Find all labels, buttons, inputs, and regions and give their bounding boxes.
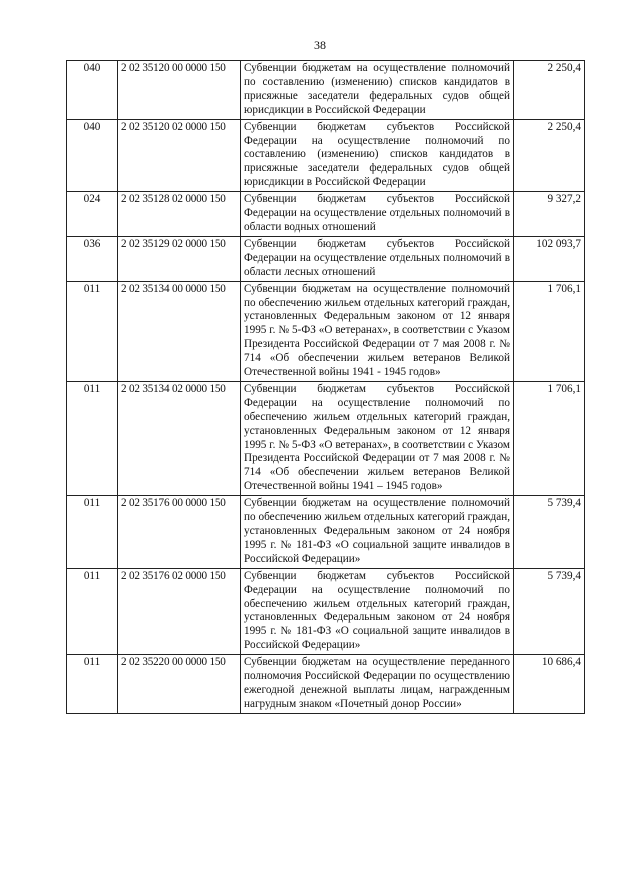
description-cell: Субвенции бюджетам субъектов Российской Федерации на осуществление отдельных полномочий в области водных отношений xyxy=(241,192,514,237)
amount-cell: 10 686,4 xyxy=(514,655,585,714)
admin-code-cell: 011 xyxy=(67,568,118,654)
amount-cell: 2 250,4 xyxy=(514,61,585,120)
table-row xyxy=(67,281,585,381)
admin-code-cell: 024 xyxy=(67,192,118,237)
amount-cell: 2 250,4 xyxy=(514,119,585,192)
description-cell: Субвенции бюджетам субъектов Российской Федерации на осуществление полномочий по обеспечению жильем отдельных категорий граждан, установленных Федеральным законом от 12 января 1995 г. № 5-ФЗ «О ветеранах», в соответствии с Указом Президента Российской Федерации от 7 мая 2008 г. № 714 «Об обеспечении жильем ветеранов Великой Отечественной войны 1941 – 1945 годов» xyxy=(241,381,514,495)
budget-code-cell: 2 02 35129 02 0000 150 xyxy=(118,236,241,281)
table-row xyxy=(67,496,585,569)
table-row xyxy=(67,61,585,120)
description-cell: Субвенции бюджетам на осуществление переданного полномочия Российской Федерации по осуществлению ежегодной денежной выплаты лицам, награжденным нагрудным знаком «Почетный донор России» xyxy=(241,655,514,714)
budget-table xyxy=(66,60,585,714)
amount-cell: 5 739,4 xyxy=(514,568,585,654)
budget-code-cell: 2 02 35134 00 0000 150 xyxy=(118,281,241,381)
description-cell: Субвенции бюджетам субъектов Российской Федерации на осуществление полномочий по составлению (изменению) списков кандидатов в присяжные заседатели федеральных судов общей юрисдикции в Российской Федерации xyxy=(241,119,514,192)
admin-code-cell: 011 xyxy=(67,655,118,714)
table-row xyxy=(67,236,585,281)
budget-code-cell: 2 02 35220 00 0000 150 xyxy=(118,655,241,714)
table-row xyxy=(67,381,585,495)
budget-code-cell: 2 02 35176 00 0000 150 xyxy=(118,496,241,569)
table-row xyxy=(67,655,585,714)
description-cell: Субвенции бюджетам на осуществление полномочий по обеспечению жильем отдельных категорий граждан, установленных Федеральным законом от 24 ноября 1995 г. № 181-ФЗ «О социальной защите инвалидов в Российской Федерации» xyxy=(241,496,514,569)
description-cell: Субвенции бюджетам субъектов Российской Федерации на осуществление отдельных полномочий в области лесных отношений xyxy=(241,236,514,281)
amount-cell: 102 093,7 xyxy=(514,236,585,281)
table-row xyxy=(67,568,585,654)
table-row xyxy=(67,119,585,192)
admin-code-cell: 011 xyxy=(67,496,118,569)
admin-code-cell: 011 xyxy=(67,381,118,495)
admin-code-cell: 011 xyxy=(67,281,118,381)
budget-code-cell: 2 02 35134 02 0000 150 xyxy=(118,381,241,495)
description-cell: Субвенции бюджетам субъектов Российской Федерации на осуществление полномочий по обеспечению жильем отдельных категорий граждан, установленных Федеральным законом от 24 ноября 1995 г. № 181-ФЗ «О социальной защите инвалидов в Российской Федерации» xyxy=(241,568,514,654)
amount-cell: 1 706,1 xyxy=(514,381,585,495)
admin-code-cell: 040 xyxy=(67,119,118,192)
admin-code-cell: 040 xyxy=(67,61,118,120)
budget-code-cell: 2 02 35176 02 0000 150 xyxy=(118,568,241,654)
page-number: 38 xyxy=(314,38,326,52)
amount-cell: 9 327,2 xyxy=(514,192,585,237)
budget-code-cell: 2 02 35128 02 0000 150 xyxy=(118,192,241,237)
table-row xyxy=(67,192,585,237)
description-cell: Субвенции бюджетам на осуществление полномочий по составлению (изменению) списков кандидатов в присяжные заседатели федеральных судов общей юрисдикции в Российской Федерации xyxy=(241,61,514,120)
budget-code-cell: 2 02 35120 02 0000 150 xyxy=(118,119,241,192)
description-cell: Субвенции бюджетам на осуществление полномочий по обеспечению жильем отдельных категорий граждан, установленных Федеральным законом от 12 января 1995 г. № 5-ФЗ «О ветеранах», в соответствии с Указом Президента Российской Федерации от 7 мая 2008 г. № 714 «Об обеспечении жильем ветеранов Великой Отечественной войны 1941 - 1945 годов» xyxy=(241,281,514,381)
amount-cell: 5 739,4 xyxy=(514,496,585,569)
amount-cell: 1 706,1 xyxy=(514,281,585,381)
budget-code-cell: 2 02 35120 00 0000 150 xyxy=(118,61,241,120)
admin-code-cell: 036 xyxy=(67,236,118,281)
